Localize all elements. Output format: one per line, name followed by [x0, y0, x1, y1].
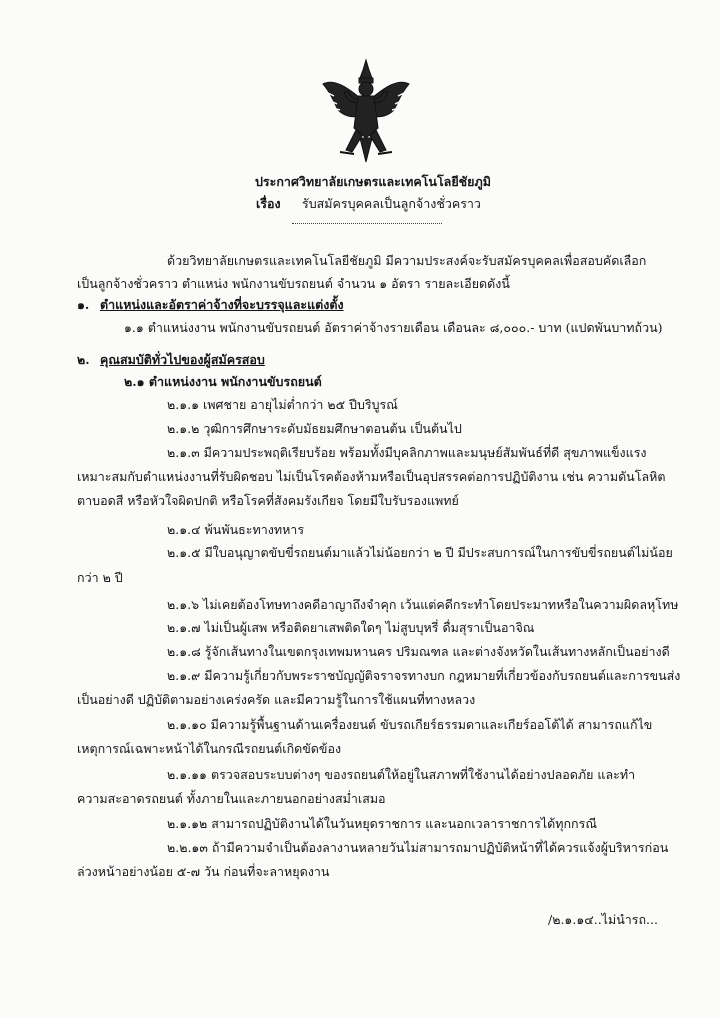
- item-2-1-3-line-2: เหมาะสมกับตำแหน่งงานที่รับผิดชอบ ไม่เป็นโรคต้องห้ามหรือเป็นอุปสรรคต่อการปฏิบัติงาน เช่น ความดันโลหิต: [77, 469, 666, 484]
- item-2-1-12: ๒.๑.๑๒ สามารถปฏิบัติงานได้ในวันหยุดราชการ และนอกเวลาราชการได้ทุกกรณี: [167, 816, 597, 831]
- item-2-1-5-line-2: กว่า ๒ ปี: [77, 570, 123, 585]
- intro-line-1: ด้วยวิทยาลัยเกษตรและเทคโนโลยีชัยภูมิ มีความประสงค์จะรับสมัครบุคคลเพื่อสอบคัดเลือก: [167, 253, 647, 268]
- section-2-number: ๒.: [77, 352, 90, 367]
- item-2-1-9-line-2: เป็นอย่างดี ปฏิบัติตามอย่างเคร่งครัด และมีความรู้ในการใช้แผนที่ทางหลวง: [77, 692, 476, 707]
- section-1-item-1: ๑.๑ ตำแหน่งงาน พนักงานขับรถยนต์ อัตราค่าจ้างรายเดือน เดือนละ ๘,๐๐๐.- บาท (แปดพันบาทถ้วน): [124, 320, 663, 335]
- section-2-heading: คุณสมบัติทั่วไปของผู้สมัครสอบ: [100, 352, 265, 367]
- title-divider: [292, 223, 442, 224]
- garuda-emblem-icon: [320, 58, 412, 170]
- section-1-heading: ตำแหน่งและอัตราค่าจ้างที่จะบรรจุและแต่งตั้ง: [100, 297, 344, 312]
- item-2-2-13-line-1: ๒.๒.๑๓ ถ้ามีความจำเป็นต้องลางานหลายวันไม่สามารถมาปฏิบัติหน้าที่ได้ควรแจ้งผู้บริหารก่อน: [167, 840, 669, 855]
- item-2-2-13-line-2: ล่วงหน้าอย่างน้อย ๕-๗ วัน ก่อนที่จะลาหยุดงาน: [77, 864, 330, 879]
- item-2-1-9-line-1: ๒.๑.๙ มีความรู้เกี่ยวกับพระราชบัญญัติจราจรทางบก กฎหมายที่เกี่ยวข้องกับรถยนต์และการขนส่ง: [167, 668, 681, 683]
- item-2-1-7: ๒.๑.๗ ไม่เป็นผู้เสพ หรือติดยาเสพติดใดๆ ไม่สูบบุหรี่ ดื่มสุราเป็นอาจิณ: [167, 620, 535, 635]
- section-2-subheading: ๒.๑ ตำแหน่งงาน พนักงานขับรถยนต์: [124, 374, 322, 389]
- item-2-1-11-line-2: ความสะอาดรถยนต์ ทั้งภายในและภายนอกอย่างสม่ำเสมอ: [77, 791, 386, 806]
- item-2-1-3-line-1: ๒.๑.๓ มีความประพฤติเรียบร้อย พร้อมทั้งมีบุคลิกภาพและมนุษย์สัมพันธ์ที่ดี สุขภาพแข็งแรง: [167, 445, 647, 460]
- intro-line-2: เป็นลูกจ้างชั่วคราว ตำแหน่ง พนักงานขับรถยนต์ จำนวน ๑ อัตรา รายละเอียดดังนี้: [77, 276, 510, 291]
- subject-label: เรื่อง: [256, 196, 281, 211]
- subject-text: รับสมัครบุคคลเป็นลูกจ้างชั่วคราว: [302, 196, 481, 211]
- item-2-1-5-line-1: ๒.๑.๕ มีใบอนุญาตขับขี่รถยนต์มาแล้วไม่น้อยกว่า ๒ ปี มีประสบการณ์ในการขับขี่รถยนต์ไม่น้อย: [167, 545, 673, 560]
- item-2-1-10-line-1: ๒.๑.๑๐ มีความรู้พื้นฐานด้านเครื่องยนต์ ขับรถเกียร์ธรรมดาและเกียร์ออโต้ได้ สามารถแก้ไข: [167, 717, 653, 732]
- item-2-1-4: ๒.๑.๔ พ้นพันธะทางทหาร: [167, 522, 305, 537]
- continuation-note: /๒.๑.๑๔..ไม่นำรถ...: [548, 912, 658, 927]
- item-2-1-6: ๒.๑.๖ ไม่เคยต้องโทษทางคดีอาญาถึงจำคุก เว้นแต่คดีกระทำโดยประมาทหรือในความผิดลหุโทษ: [167, 597, 679, 612]
- item-2-1-10-line-2: เหตุการณ์เฉพาะหน้าได้ในกรณีรถยนต์เกิดขัดข้อง: [77, 741, 342, 756]
- document-title: ประกาศวิทยาลัยเกษตรและเทคโนโลยีชัยภูมิ: [255, 174, 491, 189]
- item-2-1-2: ๒.๑.๒ วุฒิการศึกษาระดับมัธยมศึกษาตอนต้น เป็นต้นไป: [167, 421, 462, 436]
- item-2-1-1: ๒.๑.๑ เพศชาย อายุไม่ต่ำกว่า ๒๕ ปีบริบูรณ์: [167, 397, 398, 412]
- item-2-1-8: ๒.๑.๘ รู้จักเส้นทางในเขตกรุงเทพมหานคร ปริมณฑล และต่างจังหวัดในเส้นทางหลักเป็นอย่างดี: [167, 644, 670, 659]
- item-2-1-3-line-3: ตาบอดสี หรือหัวใจผิดปกติ หรือโรคที่สังคมรังเกียจ โดยมีใบรับรองแพทย์: [77, 493, 459, 508]
- section-1-number: ๑.: [77, 297, 90, 312]
- item-2-1-11-line-1: ๒.๑.๑๑ ตรวจสอบระบบต่างๆ ของรถยนต์ให้อยู่ในสภาพที่ใช้งานได้อย่างปลอดภัย และทำ: [167, 767, 636, 782]
